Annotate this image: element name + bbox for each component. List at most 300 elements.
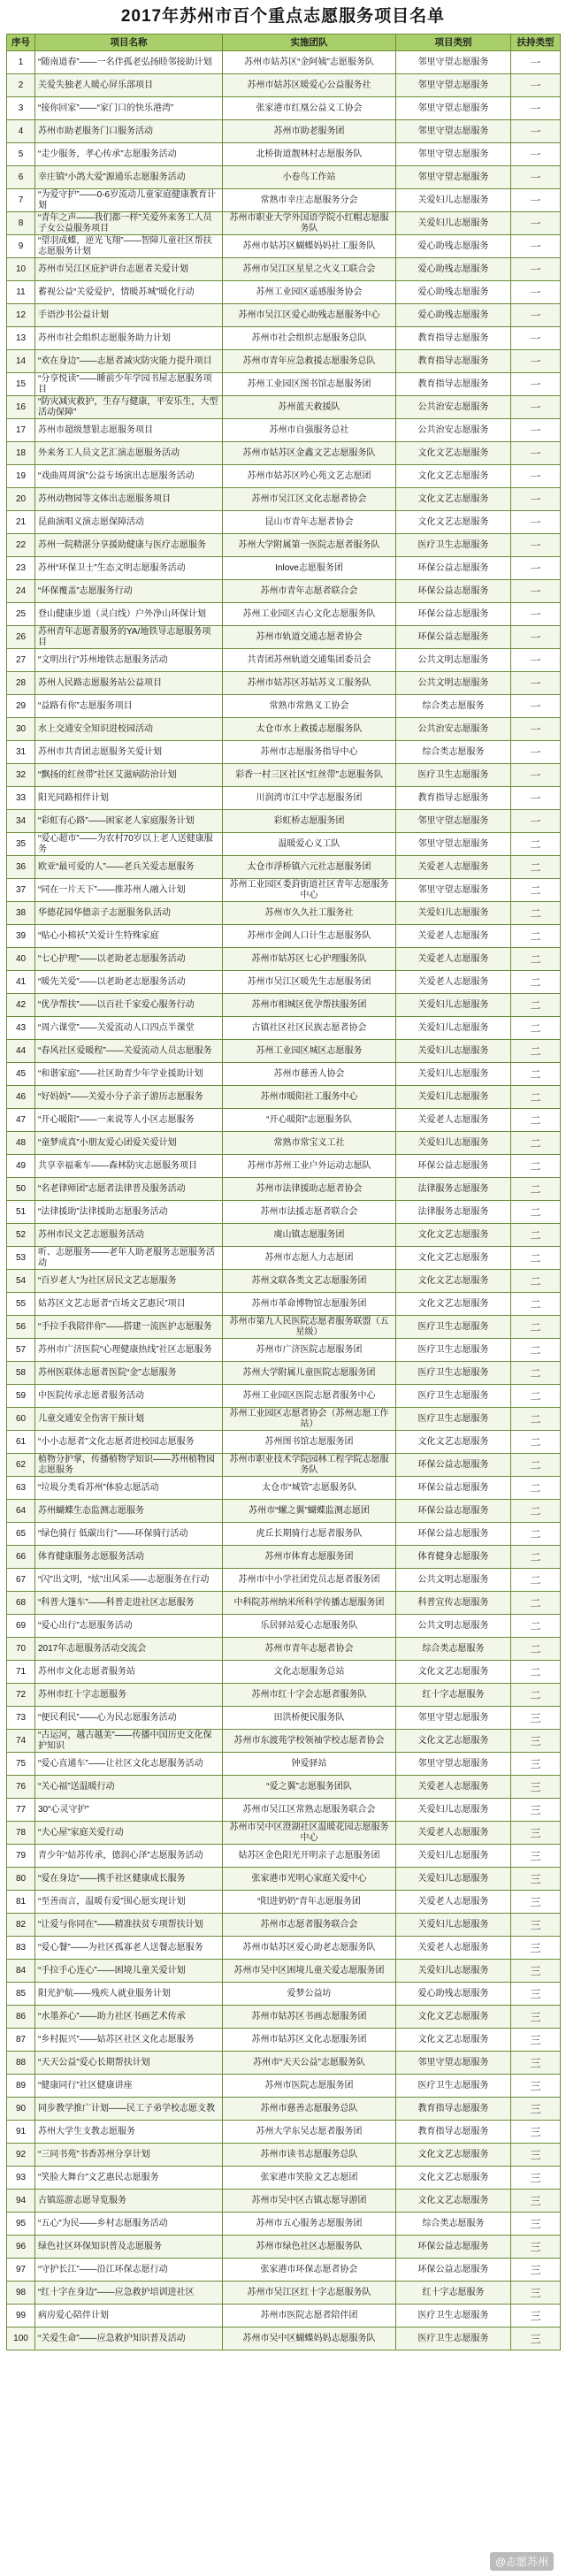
support-level: 二 [511,1523,561,1546]
support-level: 三 [511,2259,561,2282]
project-name: 昆曲演唱义演志愿保障活动 [35,511,223,534]
support-level: 一 [511,350,561,373]
row-index: 69 [7,1615,35,1638]
row-index: 36 [7,856,35,879]
team-name: 太仓市浮桥镇六元社志愿服务团 [223,856,396,879]
row-index: 100 [7,2328,35,2351]
project-category: 邻里守望志愿服务 [396,1707,511,1730]
project-category: 教育指导志愿服务 [396,373,511,396]
project-category: 关爱老人志愿服务 [396,971,511,994]
row-index: 72 [7,1684,35,1707]
project-category: 环保公益志愿服务 [396,2259,511,2282]
row-index: 96 [7,2236,35,2259]
project-name: 欧亚“最可爱的人”——老兵关爱志愿服务 [35,856,223,879]
support-level: 一 [511,764,561,787]
project-name: 苏州医联体志愿者医院“金”志愿服务 [35,1362,223,1385]
team-name: 彩香一村三区社区“红丝带”志愿服务队 [223,764,396,787]
project-name: “和谐家庭”——社区助青少年学业援助计划 [35,1063,223,1086]
team-name: Inlove志愿服务团 [223,557,396,580]
team-name: 中科院苏州纳米所科学传播志愿服务团 [223,1592,396,1615]
project-category: 环保公益志愿服务 [396,603,511,626]
project-category: 教育指导志愿服务 [396,2121,511,2144]
project-category: 医疗卫生志愿服务 [396,1316,511,1339]
table-row [7,1109,561,1132]
table-row [7,1615,561,1638]
project-category: 综合类志愿服务 [396,1638,511,1661]
team-name: 苏州市青年志愿者协会 [223,1638,396,1661]
table-row [7,1270,561,1293]
support-level: 三 [511,1707,561,1730]
project-name: “至善而言，温暖有爱”围心愿实现计划 [35,1891,223,1914]
team-name: 苏州市轨道交通志愿者协会 [223,626,396,649]
support-level: 三 [511,2236,561,2259]
row-index: 95 [7,2213,35,2236]
row-index: 12 [7,304,35,327]
support-level: 三 [511,1868,561,1891]
row-index: 7 [7,189,35,212]
support-level: 二 [511,1638,561,1661]
row-index: 89 [7,2075,35,2098]
table-row [7,1224,561,1247]
support-level: 三 [511,2213,561,2236]
project-name: “手拉手我陪伴你”——搭建一流医护志愿服务 [35,1316,223,1339]
table-row [7,120,561,143]
team-name: 苏州蓝天救援队 [223,396,396,419]
team-name: 虞山镇志愿服务团 [223,1224,396,1247]
team-name: 苏州市“天天公益”志愿服务队 [223,2052,396,2075]
team-name: 苏州市职业大学外国语学院小红帽志愿服务队 [223,212,396,235]
project-category: 综合类志愿服务 [396,695,511,718]
support-level: 三 [511,2098,561,2121]
support-level: 一 [511,120,561,143]
project-name: “绿色骑行 低碳出行”——环保骑行活动 [35,1523,223,1546]
table-row [7,235,561,258]
table-row [7,258,561,281]
project-name: “关心福”送温暖行动 [35,1776,223,1799]
team-name: 苏州工业园区遥感服务协会 [223,281,396,304]
row-index: 60 [7,1408,35,1431]
project-name: “健康同行”社区健康讲座 [35,2075,223,2098]
project-category: 公共治安志愿服务 [396,718,511,741]
row-index: 45 [7,1063,35,1086]
table-row [7,1247,561,1270]
support-level: 二 [511,1500,561,1523]
project-category: 爱心助残志愿服务 [396,1983,511,2006]
row-index: 62 [7,1454,35,1477]
team-name: 苏州市革命博物馆志愿服务团 [223,1293,396,1316]
table-row [7,166,561,189]
project-name: “走少服务，孝心传承”志愿服务活动 [35,143,223,166]
row-index: 91 [7,2121,35,2144]
project-name: 30“心灵守护” [35,1799,223,1822]
row-index: 2 [7,74,35,97]
table-row [7,1822,561,1845]
project-category: 公共文明志愿服务 [396,1569,511,1592]
row-index: 74 [7,1730,35,1753]
table-row [7,327,561,350]
team-name: “爱之翼”志愿服务团队 [223,1776,396,1799]
project-name: “法律援助”法律援助志愿服务活动 [35,1201,223,1224]
table-row [7,1155,561,1178]
project-name: “优孕帮扶”——以百社千家爱心服务行动 [35,994,223,1017]
row-index: 29 [7,695,35,718]
row-index: 20 [7,488,35,511]
project-category: 公共文明志愿服务 [396,1615,511,1638]
project-category: 环保公益志愿服务 [396,1155,511,1178]
project-name: “开心暖阳”——一来说等人小区志愿服务 [35,1109,223,1132]
support-level: 一 [511,649,561,672]
project-name: 登山健康步道（灵白线）户外净山环保计划 [35,603,223,626]
project-name: 绿色社区环保知识普及志愿服务 [35,2236,223,2259]
table-row [7,1845,561,1868]
team-name: 苏州市第九人民医院志愿者服务联盟（五星级） [223,1316,396,1339]
support-level: 一 [511,557,561,580]
row-index: 10 [7,258,35,281]
project-category: 文化文艺志愿服务 [396,2144,511,2167]
project-category: 关爱妇儿志愿服务 [396,1086,511,1109]
project-category: 公共文明志愿服务 [396,672,511,695]
support-level: 一 [511,718,561,741]
project-category: 体育健身志愿服务 [396,1546,511,1569]
table-row [7,1339,561,1362]
team-name: 张家港市笑脸文艺志愿团 [223,2167,396,2190]
row-index: 99 [7,2305,35,2328]
row-index: 3 [7,97,35,120]
support-level: 一 [511,396,561,419]
row-index: 61 [7,1431,35,1454]
table-row [7,741,561,764]
row-index: 35 [7,833,35,856]
table-row [7,1523,561,1546]
project-category: 关爱老人志愿服务 [396,925,511,948]
table-row [7,787,561,810]
table-row [7,51,561,74]
project-name: 幸庄镇“小鸽大爱”源通乐志愿服务活动 [35,166,223,189]
project-category: 法律服务志愿服务 [396,1201,511,1224]
support-level: 一 [511,281,561,304]
project-name: 苏州人民路志愿服务站公益项目 [35,672,223,695]
project-category: 环保公益志愿服务 [396,557,511,580]
table-row [7,925,561,948]
team-name: 苏州市体育志愿服务团 [223,1546,396,1569]
table-row [7,1063,561,1086]
team-name: 苏州市慈善人协会 [223,1063,396,1086]
project-name: 苏州大学生支教志愿服务 [35,2121,223,2144]
team-name: 苏州市自强服务总社 [223,419,396,442]
team-name: 苏州工业园区城区志愿服务 [223,1040,396,1063]
team-name: 苏州市吴江区暖先生志愿服务团 [223,971,396,994]
row-index: 75 [7,1753,35,1776]
support-level: 二 [511,833,561,856]
project-name: 姑苏区文艺志愿者“百场文艺惠民”项目 [35,1293,223,1316]
table-row [7,833,561,856]
team-name: 苏州大学附属儿童医院志愿服务团 [223,1362,396,1385]
project-name: 听、志愿服务——老年人助老服务志愿服务活动 [35,1247,223,1270]
table-row [7,1454,561,1477]
project-category: 医疗卫生志愿服务 [396,1408,511,1431]
project-name: “望羽成蝶，逆光飞翔”——智障儿童社区帮扶志愿服务计划 [35,235,223,258]
team-name: 苏州工业园区图书馆志愿服务团 [223,373,396,396]
table-row [7,1776,561,1799]
project-category: 爱心助残志愿服务 [396,281,511,304]
project-category: 邻里守望志愿服务 [396,143,511,166]
team-name: 苏州市绿色社区志愿服务队 [223,2236,396,2259]
project-name: “为爱守护”——0-6岁流动儿童家庭健康教育计划 [35,189,223,212]
table-row [7,2029,561,2052]
team-name: 苏州市中小学社团党员志愿者服务团 [223,1569,396,1592]
team-name: 钟爱驿站 [223,1753,396,1776]
project-category: 公共文明志愿服务 [396,649,511,672]
support-level: 二 [511,1247,561,1270]
table-row [7,2144,561,2167]
row-index: 18 [7,442,35,465]
project-category: 环保公益志愿服务 [396,1500,511,1523]
team-name: 张家港市红凰公益义工协会 [223,97,396,120]
project-name: “周六课堂”——关爱流动人口四点半课堂 [35,1017,223,1040]
support-level: 一 [511,235,561,258]
support-level: 三 [511,2282,561,2305]
team-name: 昆山市青年志愿者协会 [223,511,396,534]
team-name: 苏州工业园区志愿者协会（苏州志愿工作站） [223,1408,396,1431]
project-category: 关爱老人志愿服务 [396,948,511,971]
project-name: “乡村振兴”——姑苏区社区文化志愿服务 [35,2029,223,2052]
table-row [7,971,561,994]
support-level: 一 [511,304,561,327]
row-index: 44 [7,1040,35,1063]
support-level: 一 [511,442,561,465]
project-category: 关爱妇儿志愿服务 [396,1017,511,1040]
team-name: 苏州工业园区吉心文化志愿服务队 [223,603,396,626]
table-row [7,764,561,787]
project-category: 关爱妇儿志愿服务 [396,1960,511,1983]
support-level: 二 [511,879,561,902]
table-row [7,2167,561,2190]
project-category: 关爱老人志愿服务 [396,1891,511,1914]
project-category: 综合类志愿服务 [396,2213,511,2236]
row-index: 67 [7,1569,35,1592]
row-index: 88 [7,2052,35,2075]
support-level: 一 [511,488,561,511]
row-index: 15 [7,373,35,396]
table-row [7,534,561,557]
row-index: 59 [7,1385,35,1408]
project-name: 苏州青年志愿者服务的YA/地铁导志愿服务项目 [35,626,223,649]
project-name: “爱心直通车”——让社区文化志愿服务活动 [35,1753,223,1776]
team-name: 苏州市广济医院志愿服务团 [223,1339,396,1362]
project-name: “古运河，越古越美”——传播中国历史文化保护知识 [35,1730,223,1753]
table-row [7,557,561,580]
project-name: “文明出行”苏州地铁志愿服务活动 [35,649,223,672]
support-level: 一 [511,97,561,120]
project-name: “守护长江”——沿江环保志愿行动 [35,2259,223,2282]
support-level: 一 [511,212,561,235]
support-level: 三 [511,1983,561,2006]
project-name: “环保覆盖”志愿服务行动 [35,580,223,603]
team-name: 苏州市姑苏区苏姑苏义工服务队 [223,672,396,695]
table-body [7,51,561,2351]
table-row [7,1661,561,1684]
team-name: 苏州市读书志愿服务总队 [223,2144,396,2167]
team-name: 苏州市吴中区澄湖社区温暖花园志愿服务中心 [223,1822,396,1845]
team-name: 苏州市社会组织志愿服务总队 [223,327,396,350]
row-index: 93 [7,2167,35,2190]
support-level: 三 [511,2167,561,2190]
row-index: 71 [7,1661,35,1684]
row-index: 85 [7,1983,35,2006]
row-index: 8 [7,212,35,235]
row-index: 11 [7,281,35,304]
project-name: “天天公益”爱心长期帮扶计划 [35,2052,223,2075]
table-row [7,1132,561,1155]
project-category: 环保公益志愿服务 [396,626,511,649]
team-name: 苏州市吴江区常熟志愿服务联合会 [223,1799,396,1822]
team-name: 苏州市姑苏区七心护理服务队 [223,948,396,971]
support-level: 二 [511,971,561,994]
project-name: 苏州市民文艺志愿服务活动 [35,1224,223,1247]
row-index: 83 [7,1937,35,1960]
support-level: 二 [511,1109,561,1132]
table-row [7,580,561,603]
project-name: 植物分护掌，传播植物学知识——苏州植物园志愿服务 [35,1454,223,1477]
project-name: “便民利民”——心为民志愿服务活动 [35,1707,223,1730]
project-category: 红十字志愿服务 [396,2282,511,2305]
team-name: 张家港市光明心家庭关爱中心 [223,1868,396,1891]
project-name: “益路有你”志愿服务项目 [35,695,223,718]
table-row [7,2052,561,2075]
project-name: “童梦成真”小朋友爱心团爱关爱计划 [35,1132,223,1155]
row-index: 65 [7,1523,35,1546]
team-name: 苏州市姑苏区“金阿姨”志愿服务队 [223,51,396,74]
support-level: 二 [511,1270,561,1293]
table-row [7,2190,561,2213]
project-category: 环保公益志愿服务 [396,1477,511,1500]
team-name: 苏州文联各类文艺志愿服务团 [223,1270,396,1293]
row-index: 37 [7,879,35,902]
row-index: 64 [7,1500,35,1523]
project-category: 文化文艺志愿服务 [396,2190,511,2213]
column-header-support: 扶持类型 [511,34,561,51]
table-row [7,1201,561,1224]
project-category: 文化文艺志愿服务 [396,1431,511,1454]
team-name: 苏州市东渡苑学校领袖学校志愿者协会 [223,1730,396,1753]
table-row [7,2121,561,2144]
project-name: 关爱失独老人暖心屏乐部项目 [35,74,223,97]
project-category: 关爱妇儿志愿服务 [396,1040,511,1063]
project-name: “手拉手心连心”——困境儿童关爱计划 [35,1960,223,1983]
project-category: 医疗卫生志愿服务 [396,1362,511,1385]
table-row [7,396,561,419]
table-row [7,488,561,511]
support-level: 一 [511,189,561,212]
team-name: 苏州市吴中区蝴蝶妈妈志愿服务队 [223,2328,396,2351]
table-row [7,902,561,925]
support-level: 一 [511,603,561,626]
team-name: 苏州市红十字会志愿者服务队 [223,1684,396,1707]
support-level: 三 [511,1822,561,1845]
project-category: 公共治安志愿服务 [396,396,511,419]
table-row [7,2236,561,2259]
table-row [7,810,561,833]
row-index: 49 [7,1155,35,1178]
support-level: 一 [511,741,561,764]
support-level: 三 [511,2075,561,2098]
row-index: 9 [7,235,35,258]
project-category: 邻里守望志愿服务 [396,97,511,120]
row-index: 26 [7,626,35,649]
project-category: 关爱妇儿志愿服务 [396,1868,511,1891]
team-name: 姑苏区金色阳光开明亲子志愿服务团 [223,1845,396,1868]
row-index: 40 [7,948,35,971]
project-name: 华德花园华德亲子志愿服务队活动 [35,902,223,925]
support-level: 三 [511,1845,561,1868]
row-index: 19 [7,465,35,488]
project-category: 文化文艺志愿服务 [396,1730,511,1753]
project-name: 苏州“环保卫士”生态文明志愿服务活动 [35,557,223,580]
project-name: “小小志愿者”文化志愿者进校园志愿服务 [35,1431,223,1454]
page-title: 2017年苏州市百个重点志愿服务项目名单 [120,7,446,26]
project-name: “三同书苑”书香苏州分享计划 [35,2144,223,2167]
project-name: “水墨养心”——助力社区书画艺术传承 [35,2006,223,2029]
column-header-index: 序号 [7,34,35,51]
table-row [7,304,561,327]
table-row [7,626,561,649]
project-category: 关爱妇儿志愿服务 [396,1063,511,1086]
project-category: 关爱妇儿志愿服务 [396,212,511,235]
support-level: 三 [511,1937,561,1960]
project-name: 苏州市吴江区庇护讲台志愿者关爱计划 [35,258,223,281]
row-index: 86 [7,2006,35,2029]
row-index: 21 [7,511,35,534]
project-category: 关爱妇儿志愿服务 [396,189,511,212]
support-level: 一 [511,74,561,97]
table-row [7,2259,561,2282]
support-level: 一 [511,51,561,74]
row-index: 25 [7,603,35,626]
support-level: 三 [511,1730,561,1753]
support-level: 二 [511,1155,561,1178]
table-row [7,1178,561,1201]
project-category: 关爱老人志愿服务 [396,1822,511,1845]
support-level: 一 [511,373,561,396]
table-row [7,603,561,626]
team-name: 太仓市“城管”志愿服务队 [223,1477,396,1500]
project-category: 爱心助残志愿服务 [396,304,511,327]
row-index: 14 [7,350,35,373]
project-table [6,34,561,2351]
team-name: 共青团苏州轨道交通集团委员会 [223,649,396,672]
team-name: 乐居驿站爱心志愿服务队 [223,1615,396,1638]
team-name: 苏州图书馆志愿服务团 [223,1431,396,1454]
project-name: “红十字在身边”——应急救护培训进社区 [35,2282,223,2305]
project-name: 苏州动物园等文体出志愿服务项目 [35,488,223,511]
team-name: 苏州市姑苏区文化志愿服务团 [223,2029,396,2052]
project-name: 苏州蝴蝶生态监测志愿服务 [35,1500,223,1523]
support-level: 三 [511,2328,561,2351]
project-name: 蓄视公益“关爱爱护，情暖苏城”暖化行动 [35,281,223,304]
project-category: 邻里守望志愿服务 [396,879,511,902]
project-category: 邻里守望志愿服务 [396,833,511,856]
table-row [7,419,561,442]
row-index: 6 [7,166,35,189]
row-index: 24 [7,580,35,603]
team-name: 常熟市常宝义工社 [223,1132,396,1155]
table-row [7,2006,561,2029]
row-index: 16 [7,396,35,419]
support-level: 二 [511,994,561,1017]
support-level: 二 [511,902,561,925]
row-index: 47 [7,1109,35,1132]
table-row [7,672,561,695]
